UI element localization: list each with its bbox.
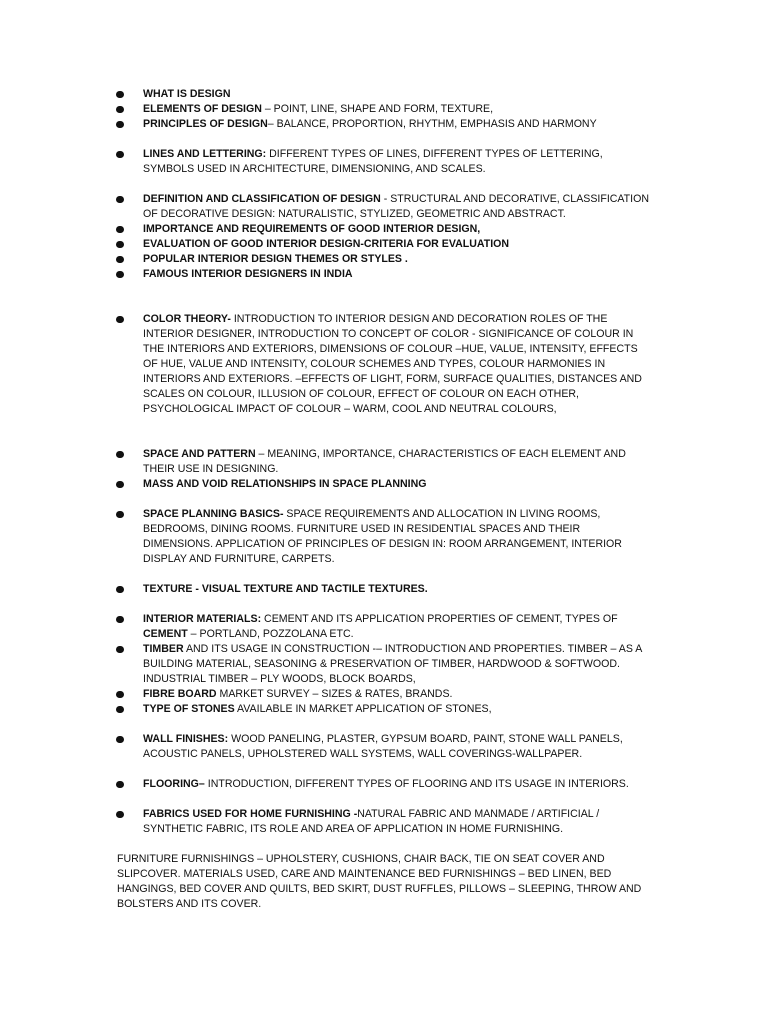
- bullet-icon: [116, 586, 124, 594]
- item-text: SPACE REQUIREMENTS AND ALLOCATION IN LIVING ROOMS, BEDROOMS, DINING ROOMS. FURNITURE USED IN RESIDENTIAL SPACES AND THEIR DIMENSIONS. APPLICATION OF PRINCIPLES OF DESIGN IN: ROOM ARRANGEMENT, INTERIOR DISPLAY AND FURNITURE, CARPETS.: [143, 508, 622, 565]
- bullet-icon: [116, 811, 124, 819]
- list-item: [0, 702, 653, 717]
- list-item: [0, 477, 653, 492]
- item-heading: COLOR THEORY-: [143, 313, 231, 325]
- item-heading: PRINCIPLES OF DESIGN: [143, 118, 268, 130]
- list-item: [0, 192, 653, 222]
- list-item: [0, 507, 653, 567]
- item-text: AND ITS USAGE IN CONSTRUCTION -– INTRODUCTION AND PROPERTIES. TIMBER – AS A BUILDING MATERIAL, SEASONING & PRESERVATION OF TIMBER, HARDWOOD & SOFTWOOD. INDUSTRIAL TIMBER – PLY WOODS, BLOCK BOARDS,: [143, 643, 642, 685]
- bullet-icon: [116, 256, 124, 264]
- list-item: [0, 147, 653, 177]
- bullet-icon: [116, 511, 124, 519]
- bullet-icon: [116, 706, 124, 714]
- list-item: [0, 687, 653, 702]
- item-text: WOOD PANELING, PLASTER, GYPSUM BOARD, PAINT, STONE WALL PANELS, ACOUSTIC PANELS, UPHOLSTERED WALL SYSTEMS, WALL COVERINGS-WALLPAPER.: [143, 733, 623, 760]
- list-item: [0, 87, 653, 102]
- list-item: [0, 642, 653, 687]
- bullet-icon: [116, 781, 124, 789]
- item-heading: ELEMENTS OF DESIGN: [143, 103, 262, 115]
- item-heading-inline: CEMENT: [143, 628, 188, 640]
- closing-paragraph: FURNITURE FURNISHINGS – UPHOLSTERY, CUSHIONS, CHAIR BACK, TIE ON SEAT COVER AND SLIPCOVER. MATERIALS USED, CARE AND MAINTENANCE BED FURNISHINGS – BED LINEN, BED HANGINGS, BED COVER AND QUILTS, BED SKIRT, DUST RUFFLES, PILLOWS – SLEEPING, THROW AND BOLSTERS AND ITS COVER.: [117, 853, 642, 910]
- list-item: [0, 612, 653, 642]
- item-text: NATURAL FABRIC AND MANMADE / ARTIFICIAL / SYNTHETIC FABRIC, ITS ROLE AND AREA OF APPLICATION IN HOME FURNISHING.: [143, 808, 600, 835]
- list-item: [0, 252, 653, 267]
- item-heading: EVALUATION OF GOOD INTERIOR DESIGN-CRITERIA FOR EVALUATION: [143, 238, 510, 250]
- document-page: [0, 87, 768, 912]
- bullet-icon: [116, 196, 124, 204]
- item-heading: FIBRE BOARD: [143, 688, 217, 700]
- item-heading: LINES AND LETTERING:: [143, 148, 267, 160]
- item-text: - STRUCTURAL AND DECORATIVE, CLASSIFICATION OF DECORATIVE DESIGN: NATURALISTIC, STYLIZED, GEOMETRIC AND ABSTRACT.: [143, 193, 649, 220]
- item-heading: IMPORTANCE AND REQUIREMENTS OF GOOD INTERIOR DESIGN,: [143, 223, 481, 235]
- item-text: – MEANING, IMPORTANCE, CHARACTERISTICS OF EACH ELEMENT AND THEIR USE IN DESIGNING.: [143, 448, 626, 475]
- item-heading: POPULAR INTERIOR DESIGN THEMES OR STYLES .: [143, 253, 408, 265]
- list-item: [0, 237, 653, 252]
- item-text: AVAILABLE IN MARKET APPLICATION OF STONES,: [234, 703, 492, 715]
- bullet-icon: [116, 691, 124, 699]
- item-heading: FABRICS USED FOR HOME FURNISHING -: [143, 808, 358, 820]
- bullet-icon: [116, 316, 124, 324]
- list-item: [0, 222, 653, 237]
- list-item: [0, 807, 653, 837]
- list-item: [0, 117, 653, 132]
- item-text: INTRODUCTION TO INTERIOR DESIGN AND DECORATION ROLES OF THE INTERIOR DESIGNER, INTRODUCTION TO CONCEPT OF COLOR - SIGNIFICANCE OF COLOUR IN THE INTERIORS AND EXTERIORS, DIMENSIONS OF COLOUR –HUE, VALUE, INTENSITY, EFFECTS OF HUE, VALUE AND INTENSITY, COLOUR SCHEMES AND TYPES, COLOUR HARMONIES IN INTERIORS AND EXTERIORS. –EFFECTS OF LIGHT, FORM, SURFACE QUALITIES, DISTANCES AND SCALES ON COLOUR, ILLUSION OF COLOUR, EFFECT OF COLOUR ON EACH OTHER, PSYCHOLOGICAL IMPACT OF COLOUR – WARM, COOL AND NEUTRAL COLOURS,: [143, 313, 642, 415]
- bullet-icon: [116, 121, 124, 129]
- bullet-icon: [116, 151, 124, 159]
- list-item: [0, 102, 653, 117]
- item-heading: TIMBER: [143, 643, 184, 655]
- item-heading: FLOORING–: [143, 778, 205, 790]
- list-item: [0, 582, 653, 597]
- list-item: [0, 267, 653, 282]
- list-item: [0, 777, 653, 792]
- bullet-icon: [116, 481, 124, 489]
- item-heading: FAMOUS INTERIOR DESIGNERS IN INDIA: [143, 268, 353, 280]
- item-heading: INTERIOR MATERIALS:: [143, 613, 262, 625]
- bullet-icon: [116, 451, 124, 459]
- item-heading: TEXTURE - VISUAL TEXTURE AND TACTILE TEXTURES.: [143, 583, 428, 595]
- item-text: MARKET SURVEY – SIZES & RATES, BRANDS.: [216, 688, 453, 700]
- bullet-icon: [116, 226, 124, 234]
- item-text: – PORTLAND, POZZOLANA ETC.: [187, 628, 354, 640]
- item-heading: SPACE PLANNING BASICS-: [143, 508, 284, 520]
- item-heading: WHAT IS DESIGN: [143, 88, 231, 100]
- item-heading: DEFINITION AND CLASSIFICATION OF DESIGN: [143, 193, 381, 205]
- item-text: INTRODUCTION, DIFFERENT TYPES OF FLOORING AND ITS USAGE IN INTERIORS.: [204, 778, 629, 790]
- bullet-icon: [116, 106, 124, 114]
- bullet-list: [0, 87, 768, 837]
- bullet-icon: [116, 241, 124, 249]
- item-heading: MASS AND VOID RELATIONSHIPS IN SPACE PLANNING: [143, 478, 427, 490]
- item-text: – BALANCE, PROPORTION, RHYTHM, EMPHASIS AND HARMONY: [267, 118, 597, 130]
- item-text: DIFFERENT TYPES OF LINES, DIFFERENT TYPES OF LETTERING, SYMBOLS USED IN ARCHITECTURE, DIMENSIONING, AND SCALES.: [143, 148, 603, 175]
- item-heading: WALL FINISHES:: [143, 733, 229, 745]
- list-item: [0, 732, 653, 762]
- list-item: [0, 312, 653, 417]
- item-heading: SPACE AND PATTERN: [143, 448, 256, 460]
- bullet-icon: [116, 646, 124, 654]
- bullet-icon: [116, 271, 124, 279]
- item-text: – POINT, LINE, SHAPE AND FORM, TEXTURE,: [261, 103, 494, 115]
- list-item: [0, 447, 653, 477]
- bullet-icon: [116, 736, 124, 744]
- item-heading: TYPE OF STONES: [143, 703, 235, 715]
- bullet-icon: [116, 616, 124, 624]
- bullet-icon: [116, 91, 124, 99]
- item-text: CEMENT AND ITS APPLICATION PROPERTIES OF CEMENT, TYPES OF: [261, 613, 618, 625]
